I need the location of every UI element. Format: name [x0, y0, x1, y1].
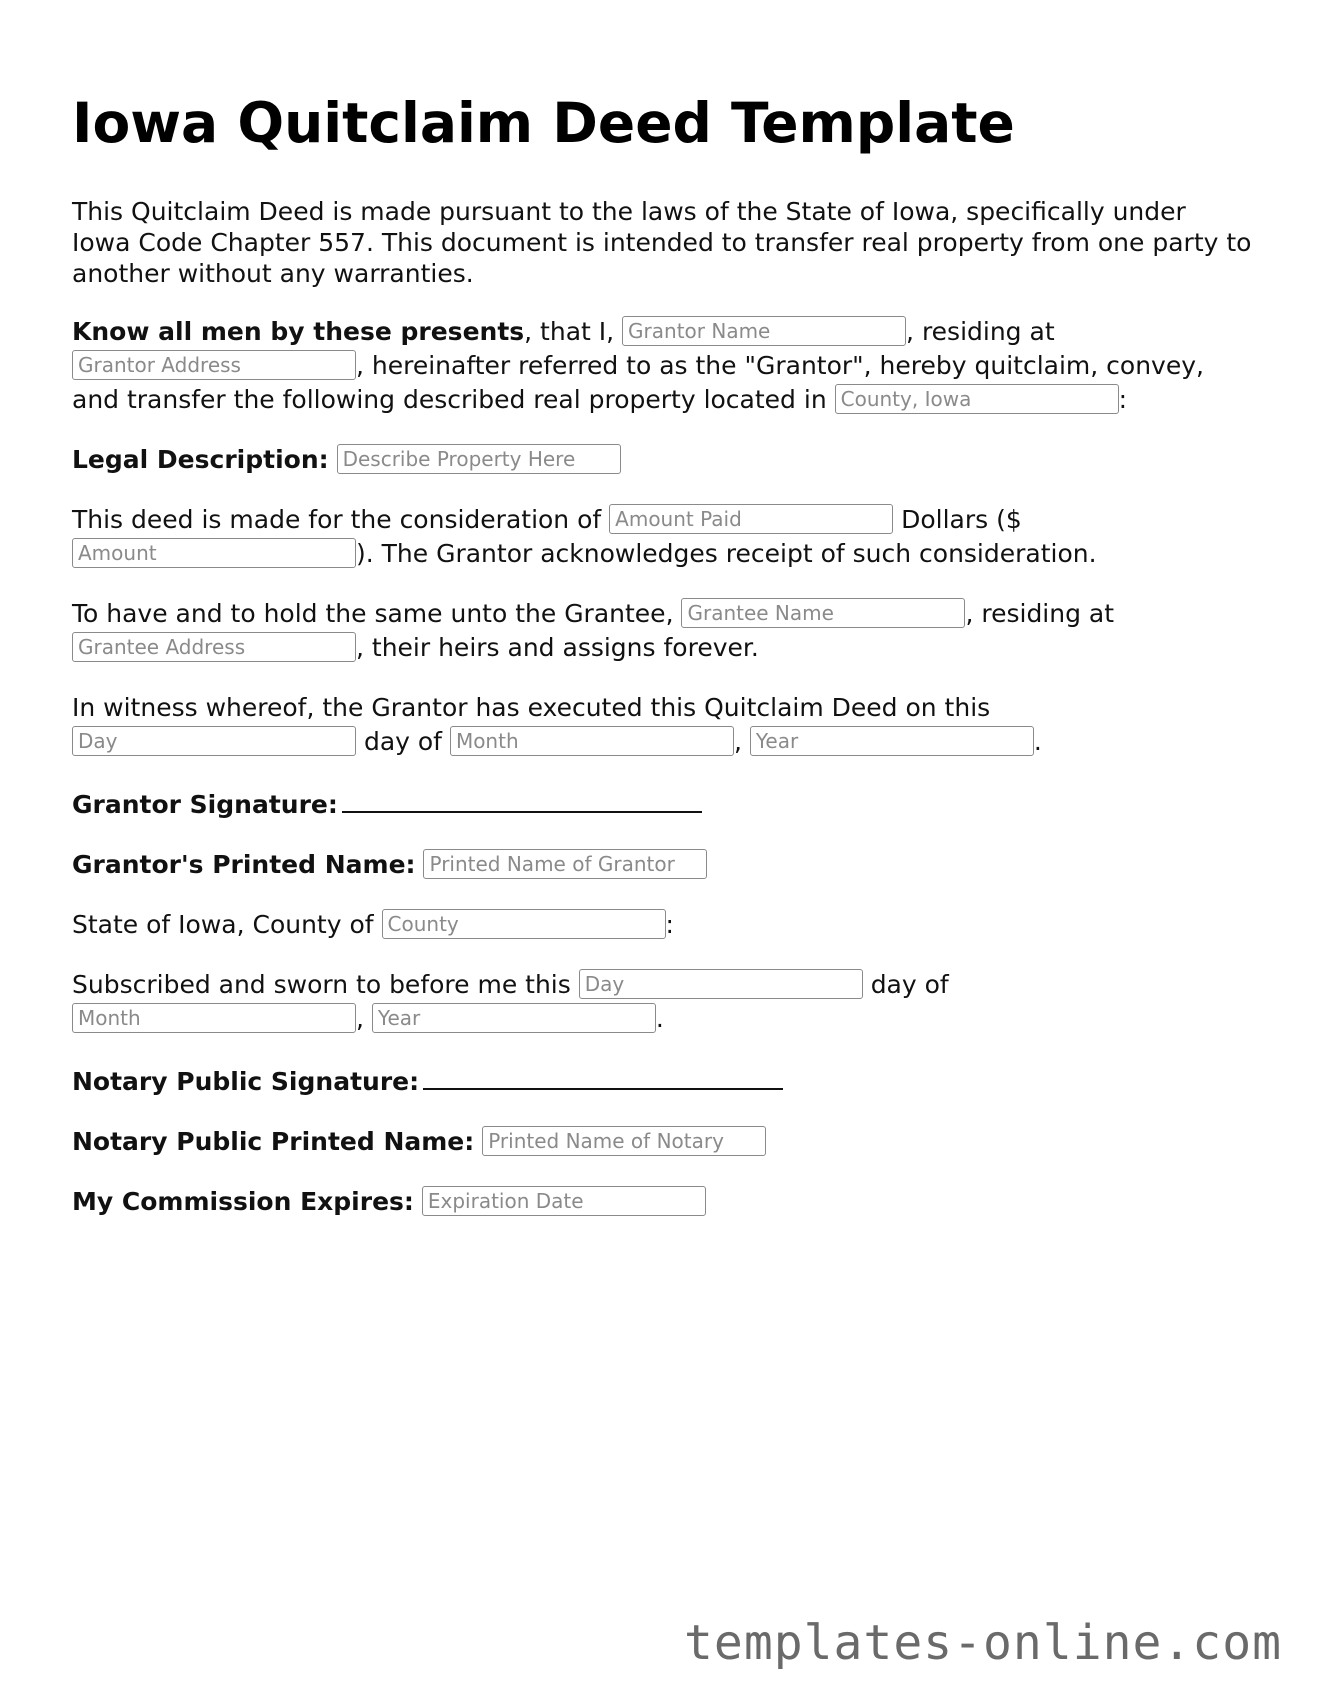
- grantee-name-field[interactable]: [681, 598, 965, 628]
- property-county-field[interactable]: [835, 384, 1119, 414]
- sworn-day-field[interactable]: [579, 969, 863, 999]
- know-text-4: :: [1118, 385, 1128, 414]
- notary-printed-name-row: [72, 1125, 1252, 1159]
- consideration-text-2: Dollars ($: [901, 505, 1022, 534]
- sworn-text-3: ,: [356, 1004, 364, 1033]
- amount-paid-field[interactable]: [609, 504, 893, 534]
- know-all-men-heading: Know all men by these presents: [72, 317, 525, 346]
- commission-row: [72, 1185, 1252, 1219]
- witness-year-field[interactable]: [750, 726, 1034, 756]
- know-text-3: , hereinafter referred to as the "Grantor", hereby quitclaim, convey, and transfer the following described real property located in: [72, 351, 1204, 414]
- sworn-text-4: .: [655, 1004, 664, 1033]
- grantee-text-2: , residing at: [965, 599, 1115, 628]
- state-text-1: State of Iowa, County of: [72, 910, 374, 939]
- consideration-paragraph: [72, 503, 1252, 571]
- grantor-signature-label: Grantor Signature:: [72, 790, 338, 819]
- grantor-signature-row: [72, 785, 1252, 822]
- page-title: Iowa Quitclaim Deed Template: [72, 91, 1015, 155]
- sworn-paragraph: [72, 968, 1252, 1036]
- legal-description-field[interactable]: [337, 444, 621, 474]
- grantor-printed-name-row: [72, 848, 1252, 882]
- document: [72, 88, 1252, 1245]
- commission-expiration-field[interactable]: [422, 1186, 706, 1216]
- grantor-name-field[interactable]: [622, 316, 906, 346]
- witness-paragraph: [72, 691, 1252, 759]
- witness-text-4: .: [1033, 727, 1042, 756]
- notary-county-field[interactable]: [382, 909, 666, 939]
- intro-paragraph: This Quitclaim Deed is made pursuant to the laws of the State of Iowa, specifically under Iowa Code Chapter 557. This document is intended to transfer real property from one party to another without any warranties.: [72, 197, 1252, 288]
- witness-day-field[interactable]: [72, 726, 356, 756]
- legal-description-label: Legal Description:: [72, 445, 329, 474]
- grantee-text-3: , their heirs and assigns forever.: [356, 633, 759, 662]
- know-all-men-paragraph: [72, 315, 1252, 417]
- sworn-year-field[interactable]: [372, 1003, 656, 1033]
- grantor-printed-name-field[interactable]: [423, 849, 707, 879]
- know-text-1: , that I,: [524, 317, 615, 346]
- legal-description-row: [72, 443, 1252, 477]
- notary-printed-name-field[interactable]: [482, 1126, 766, 1156]
- notary-signature-line[interactable]: [423, 1062, 783, 1090]
- sworn-text-2: day of: [870, 970, 949, 999]
- witness-text-2: day of: [363, 727, 442, 756]
- notary-signature-label: Notary Public Signature:: [72, 1067, 420, 1096]
- grantor-signature-line[interactable]: [342, 785, 702, 813]
- notary-signature-row: [72, 1062, 1252, 1099]
- consideration-text-1: This deed is made for the consideration of: [72, 505, 602, 534]
- grantee-address-field[interactable]: [72, 632, 356, 662]
- sworn-text-1: Subscribed and sworn to before me this: [72, 970, 571, 999]
- commission-label: My Commission Expires:: [72, 1187, 414, 1216]
- witness-month-field[interactable]: [450, 726, 734, 756]
- grantee-paragraph: [72, 597, 1252, 665]
- grantee-text-1: To have and to hold the same unto the Grantee,: [72, 599, 674, 628]
- amount-field[interactable]: [72, 538, 356, 568]
- state-county-row: [72, 908, 1252, 942]
- witness-text-3: ,: [733, 727, 742, 756]
- state-text-2: :: [665, 910, 674, 939]
- notary-printed-name-label: Notary Public Printed Name:: [72, 1127, 475, 1156]
- footer-watermark: templates-online.com: [684, 1615, 1282, 1671]
- grantor-printed-name-label: Grantor's Printed Name:: [72, 850, 416, 879]
- know-text-2: , residing at: [906, 317, 1055, 346]
- sworn-month-field[interactable]: [72, 1003, 356, 1033]
- consideration-text-3: ). The Grantor acknowledges receipt of such consideration.: [356, 539, 1097, 568]
- grantor-address-field[interactable]: [72, 350, 356, 380]
- witness-text-1: In witness whereof, the Grantor has executed this Quitclaim Deed on this: [72, 693, 991, 722]
